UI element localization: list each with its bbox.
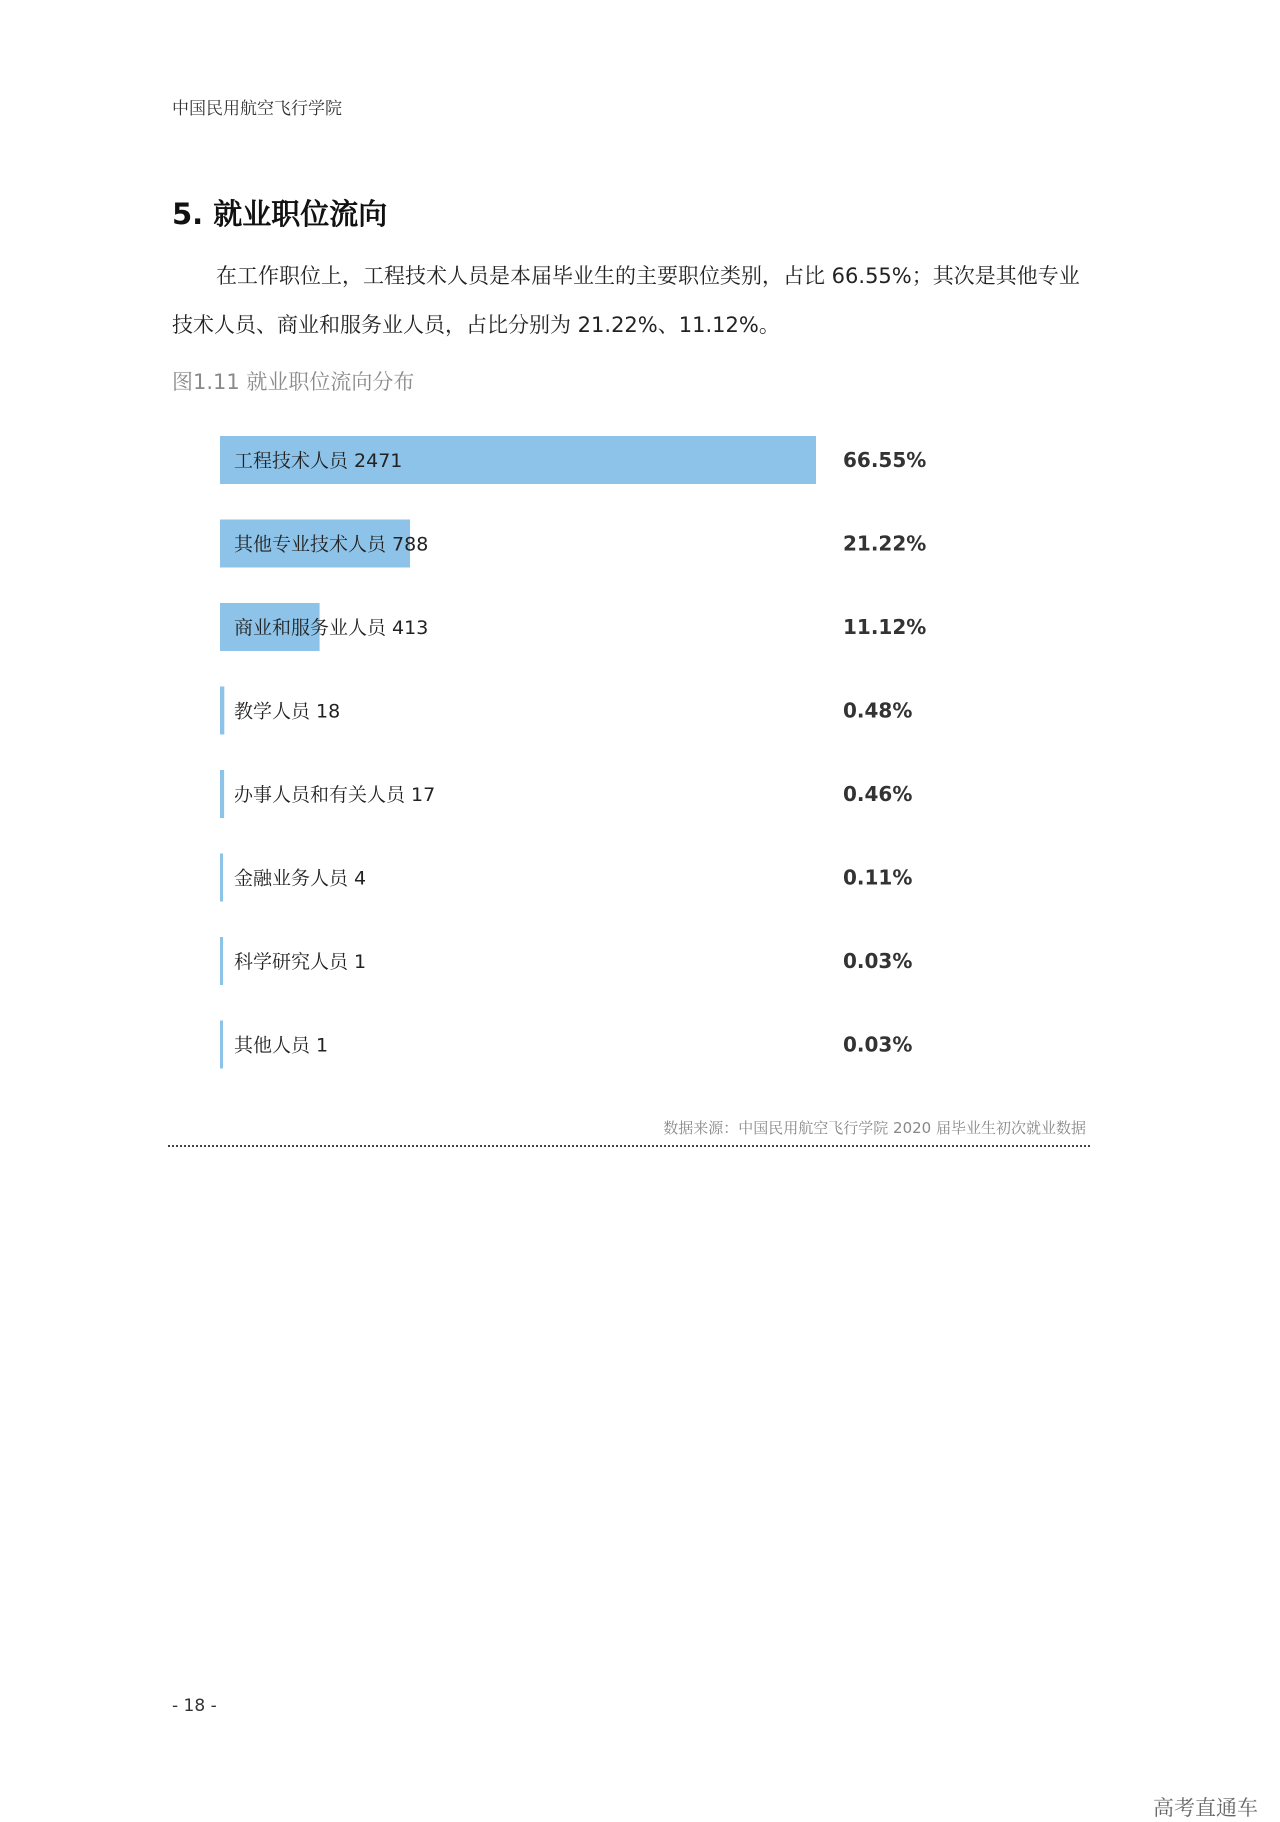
percent-label-2: 21.22% — [843, 531, 927, 556]
header-organization: 中国民用航空飞行学院 — [172, 99, 342, 119]
bar-label-3: 商业和服务业人员 413 — [234, 617, 429, 639]
percent-label-7: 0.03% — [843, 949, 913, 973]
percent-label-6: 0.11% — [843, 865, 913, 890]
bar-6 — [220, 854, 223, 902]
bar-label-4: 教学人员 18 — [234, 700, 341, 723]
bar-label-6: 金融业务人员 4 — [234, 867, 367, 890]
percent-label-1: 66.55% — [843, 448, 927, 472]
bar-8 — [220, 1021, 223, 1069]
page-number: - 18 - — [172, 1696, 217, 1716]
percent-label-5: 0.46% — [843, 782, 913, 806]
bar-4 — [220, 687, 224, 735]
bar-label-2: 其他专业技术人员 788 — [234, 533, 429, 556]
percent-label-3: 11.12% — [843, 615, 927, 639]
bar-label-8: 其他人员 1 — [234, 1034, 329, 1057]
percent-label-8: 0.03% — [843, 1032, 913, 1057]
percent-label-4: 0.48% — [843, 698, 913, 723]
watermark-text: 高考直通车 — [1153, 1796, 1258, 1820]
data-source-note: 数据来源：中国民用航空飞行学院 2020 届毕业生初次就业数据 — [663, 1119, 1086, 1137]
figure-caption: 图1.11 就业职位流向分布 — [172, 370, 415, 394]
body-paragraph: 在工作职位上，工程技术人员是本届毕业生的主要职位类别，占比 66.55%；其次是其他专业技术人员、商业和服务业人员，占比分别为 21.22%、11.12%。 — [172, 264, 1080, 337]
bar-5 — [220, 770, 224, 818]
dotted-divider — [168, 1145, 1090, 1147]
bar-label-7: 科学研究人员 1 — [234, 951, 367, 973]
bar-7 — [220, 937, 223, 985]
bar-label-1: 工程技术人员 2471 — [234, 450, 403, 472]
section-title: 5. 就业职位流向 — [172, 197, 388, 231]
bar-label-5: 办事人员和有关人员 17 — [234, 784, 436, 806]
